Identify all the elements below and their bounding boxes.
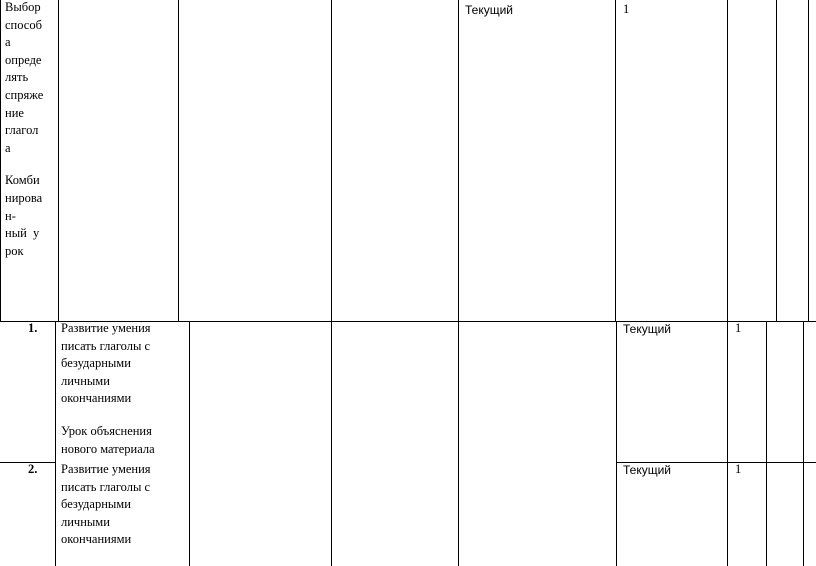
column-separator — [458, 0, 459, 321]
topic-line: окончаниями — [61, 532, 132, 547]
topic-line: Развитие умения — [61, 321, 151, 335]
hours: 1 — [623, 2, 630, 16]
topic-cell — [61, 320, 155, 458]
control-type: Текущий — [623, 322, 671, 336]
control-type: Текущий — [465, 3, 513, 17]
topic-line: писать глаголы с — [61, 479, 151, 494]
topic-line: безударными — [61, 356, 131, 371]
topic-line: Выбор — [5, 0, 41, 14]
row-number: 2. — [28, 462, 38, 476]
topic-cell — [5, 0, 43, 260]
column-separator — [55, 321, 56, 566]
column-separator — [0, 0, 1, 321]
column-separator — [178, 0, 179, 321]
topic-line: спряже — [5, 87, 44, 102]
topic-line: ние — [5, 105, 24, 120]
lesson-type-line: рок — [5, 243, 24, 258]
column-separator — [766, 321, 767, 566]
column-separator — [615, 0, 616, 321]
topic-line: а — [5, 140, 11, 155]
column-separator — [331, 0, 332, 321]
lesson-type-line: Урок объяснения — [61, 423, 152, 438]
lesson-type-line: нирова — [5, 190, 43, 205]
column-separator — [616, 321, 617, 566]
column-separator — [58, 0, 59, 321]
topic-line: глагол — [5, 123, 39, 138]
topic-cell — [61, 461, 151, 549]
lesson-type-line: ный у — [5, 226, 40, 241]
topic-line: безударными — [61, 497, 131, 512]
column-separator — [189, 321, 190, 566]
column-separator — [727, 0, 728, 321]
column-separator — [776, 0, 777, 321]
topic-line: личными — [61, 373, 110, 388]
hours: 1 — [735, 321, 742, 335]
topic-line: а — [5, 35, 11, 50]
topic-line: личными — [61, 514, 110, 529]
lesson-type-line: н- — [5, 208, 16, 223]
topic-line: опреде — [5, 52, 42, 67]
row-number: 1. — [28, 321, 38, 335]
lesson-type-line: Комби — [5, 173, 40, 188]
topic-line: писать глаголы с — [61, 338, 151, 353]
control-type: Текущий — [623, 463, 671, 477]
topic-line: Развитие умения — [61, 462, 151, 476]
topic-line: способ — [5, 17, 42, 32]
column-separator — [803, 321, 804, 566]
topic-line: окончаниями — [61, 391, 132, 406]
topic-line: лять — [5, 70, 29, 85]
lesson-type-line: нового материала — [61, 441, 155, 456]
column-separator — [458, 321, 459, 566]
hours: 1 — [735, 462, 742, 476]
column-separator — [808, 0, 809, 321]
column-separator — [331, 321, 332, 566]
column-separator — [727, 321, 728, 566]
